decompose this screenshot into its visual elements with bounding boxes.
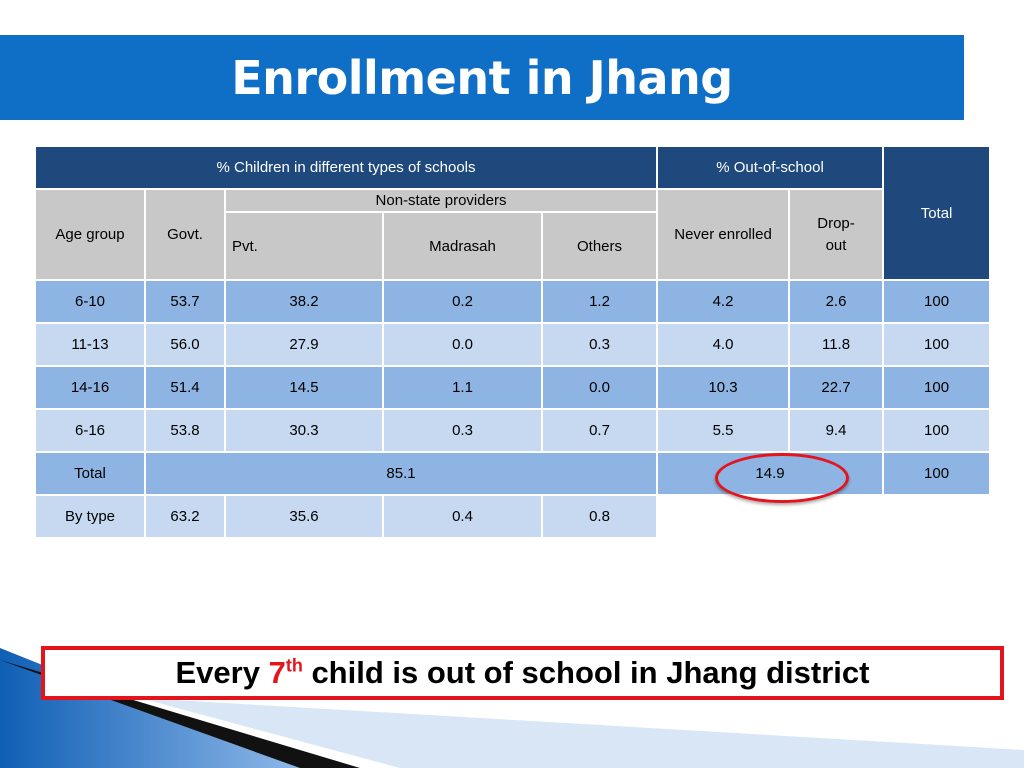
header-pvt: Pvt. xyxy=(225,212,383,280)
cell-govt: 56.0 xyxy=(145,323,225,366)
cell-by-type-label: By type xyxy=(35,495,145,538)
callout-prefix: Every xyxy=(175,655,269,690)
cell-others: 0.8 xyxy=(542,495,657,538)
table-row xyxy=(35,323,990,366)
table-row xyxy=(35,409,990,452)
header-never-enrolled: Never enrolled xyxy=(657,189,789,280)
cell-total-label: Total xyxy=(35,452,145,495)
cell-never: 10.3 xyxy=(657,366,789,409)
header-others: Others xyxy=(542,212,657,280)
cell-govt: 51.4 xyxy=(145,366,225,409)
cell-others: 0.7 xyxy=(542,409,657,452)
cell-dropout: 9.4 xyxy=(789,409,883,452)
cell-madrasah: 0.4 xyxy=(383,495,542,538)
cell-pvt: 30.3 xyxy=(225,409,383,452)
cell-age: 6-16 xyxy=(35,409,145,452)
cell-never: 5.5 xyxy=(657,409,789,452)
cell-never: 4.0 xyxy=(657,323,789,366)
cell-grand-total: 100 xyxy=(883,452,990,495)
callout-number-value: 7 xyxy=(268,655,286,690)
cell-govt: 63.2 xyxy=(145,495,225,538)
cell-govt: 53.7 xyxy=(145,280,225,323)
cell-dropout: 2.6 xyxy=(789,280,883,323)
cell-madrasah: 0.0 xyxy=(383,323,542,366)
cell-age: 14-16 xyxy=(35,366,145,409)
enrollment-table xyxy=(34,145,991,539)
slide-title: Enrollment in Jhang xyxy=(231,50,733,105)
cell-others: 0.3 xyxy=(542,323,657,366)
table-row xyxy=(35,366,990,409)
cell-others: 1.2 xyxy=(542,280,657,323)
header-madrasah: Madrasah xyxy=(383,212,542,280)
cell-total: 100 xyxy=(883,366,990,409)
by-type-row xyxy=(35,495,990,538)
header-children-types: % Children in different types of schools xyxy=(35,146,657,189)
cell-madrasah: 1.1 xyxy=(383,366,542,409)
header-age-group: Age group xyxy=(35,189,145,280)
cell-pvt: 35.6 xyxy=(225,495,383,538)
cell-in-school-total: 85.1 xyxy=(145,452,657,495)
callout-number xyxy=(269,655,303,691)
cell-madrasah: 0.3 xyxy=(383,409,542,452)
header-govt: Govt. xyxy=(145,189,225,280)
cell-out-of-school-total: 14.9 xyxy=(657,452,883,495)
title-bar xyxy=(0,35,964,120)
header-out-of-school: % Out-of-school xyxy=(657,146,883,189)
cell-age: 6-10 xyxy=(35,280,145,323)
cell-dropout: 22.7 xyxy=(789,366,883,409)
cell-dropout: 11.8 xyxy=(789,323,883,366)
cell-never: 4.2 xyxy=(657,280,789,323)
cell-pvt: 27.9 xyxy=(225,323,383,366)
header-non-state-providers: Non-state providers xyxy=(225,189,657,212)
header-drop-out: Drop-out xyxy=(789,189,883,280)
header-total: Total xyxy=(883,146,990,280)
callout-rest: child is out of school in Jhang district xyxy=(302,655,870,690)
cell-age: 11-13 xyxy=(35,323,145,366)
cell-others: 0.0 xyxy=(542,366,657,409)
cell-pvt: 14.5 xyxy=(225,366,383,409)
cell-govt: 53.8 xyxy=(145,409,225,452)
cell-total: 100 xyxy=(883,280,990,323)
cell-total: 100 xyxy=(883,323,990,366)
callout-box xyxy=(41,646,1004,700)
callout-superscript: th xyxy=(285,655,303,676)
cell-total: 100 xyxy=(883,409,990,452)
total-row xyxy=(35,452,990,495)
empty-cell xyxy=(657,495,990,538)
cell-madrasah: 0.2 xyxy=(383,280,542,323)
cell-pvt: 38.2 xyxy=(225,280,383,323)
table-row xyxy=(35,280,990,323)
